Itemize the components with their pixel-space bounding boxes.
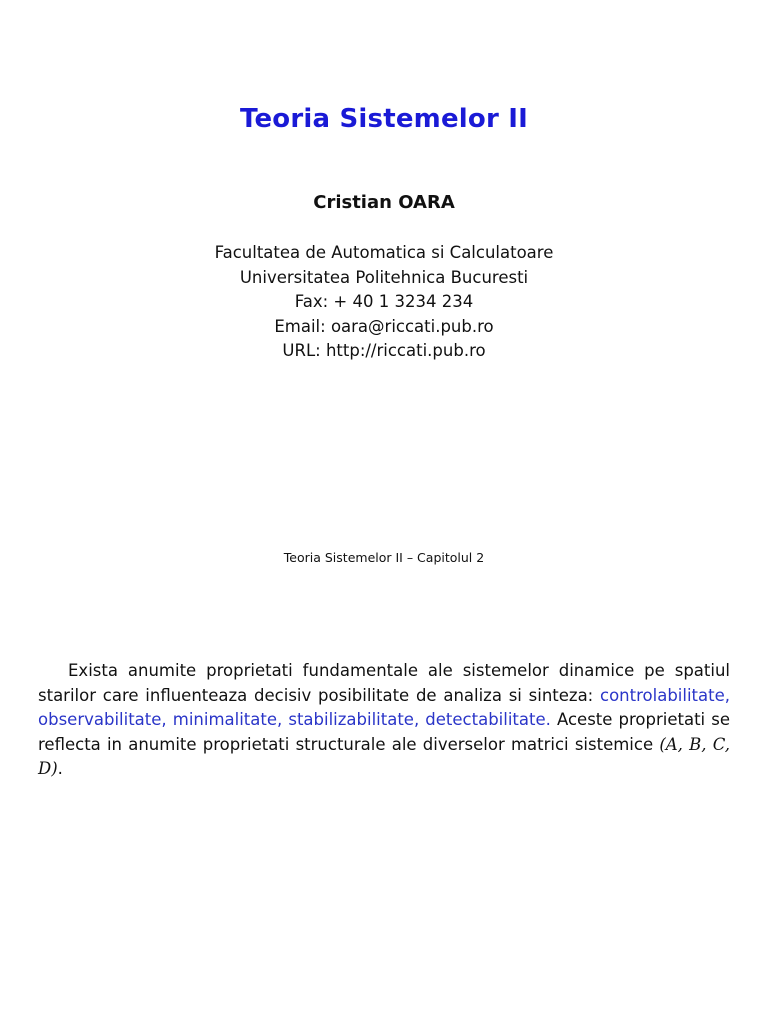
url-line: URL: http://riccati.pub.ro xyxy=(282,341,486,360)
paragraph-end: . xyxy=(57,759,63,778)
body-paragraph xyxy=(38,659,730,782)
properties-list: controlabilitate, observabilitate, minimalitate, stabilizabilitate, detectabilitate. xyxy=(38,685,730,729)
slide-footer: Teoria Sistemelor II – Capitolul 2 xyxy=(283,550,485,565)
fax-line: Fax: + 40 1 3234 234 xyxy=(294,292,474,311)
paragraph-rest: Aceste proprietati se reflecta in anumite proprietati structurale ale diverselor matrici sistemice xyxy=(38,710,730,754)
university-line: Universitatea Politehnica Bucuresti xyxy=(239,267,529,287)
email-line: Email: oara@riccati.pub.ro xyxy=(274,316,494,336)
paragraph-intro: Exista anumite proprietati fundamentale ale sistemelor dinamice pe spatiul starilor care influenteaza decisiv posibilitate de analiza si sinteza: xyxy=(38,661,730,705)
author-name: Cristian OARA xyxy=(313,192,455,213)
matrix-formula: (A, B, C, D) xyxy=(38,734,730,778)
affiliation-block xyxy=(0,241,768,364)
faculty-line: Facultatea de Automatica si Calculatoare xyxy=(214,243,554,262)
slide-title: Teoria Sistemelor II xyxy=(239,104,528,134)
